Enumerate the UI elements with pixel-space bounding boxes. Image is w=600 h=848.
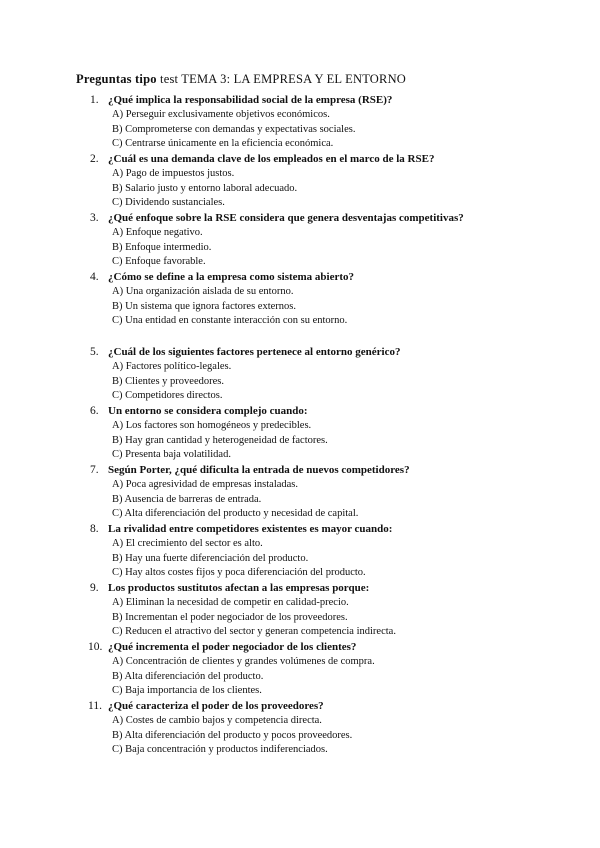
question-text: ¿Qué caracteriza el poder de los proveedores?	[108, 700, 324, 712]
option-b: B) Ausencia de barreras de entrada.	[112, 493, 262, 505]
option-b: B) Enfoque intermedio.	[112, 241, 212, 253]
option-c: C) Reducen el atractivo del sector y generan competencia indirecta.	[112, 626, 396, 638]
question-number: 9.	[90, 582, 99, 594]
question-6	[0, 404, 600, 463]
question-10	[0, 640, 600, 699]
option-b: B) Un sistema que ignora factores externos.	[112, 300, 296, 312]
question-number: 2.	[90, 153, 99, 165]
option-c: C) Dividendo sustanciales.	[112, 197, 225, 209]
option-a: A) Los factores son homogéneos y predecibles.	[112, 420, 312, 431]
question-3	[0, 211, 600, 270]
option-b: B) Incrementan el poder negociador de los proveedores.	[112, 611, 348, 623]
question-number: 6.	[90, 405, 99, 417]
option-a: A) Poca agresividad de empresas instaladas.	[112, 479, 299, 490]
question-number: 4.	[90, 271, 99, 283]
option-c: C) Competidores directos.	[112, 390, 223, 402]
option-b: B) Hay una fuerte diferenciación del producto.	[112, 552, 309, 564]
question-text: ¿Qué implica la responsabilidad social de la empresa (RSE)?	[108, 94, 393, 106]
question-2	[0, 152, 600, 211]
question-text: Los productos sustitutos afectan a las empresas porque:	[108, 582, 370, 594]
question-number: 8.	[90, 523, 99, 535]
question-text: ¿Cuál es una demanda clave de los empleados en el marco de la RSE?	[108, 153, 435, 165]
option-a: A) Una organización aislada de su entorno.	[112, 286, 294, 297]
option-b: B) Salario justo y entorno laboral adecuado.	[112, 182, 298, 194]
question-text: La rivalidad entre competidores existentes es mayor cuando:	[108, 523, 393, 535]
option-b: B) Clientes y proveedores.	[112, 375, 224, 387]
question-number: 3.	[90, 212, 99, 224]
option-c: C) Enfoque favorable.	[112, 256, 206, 268]
question-11	[0, 699, 600, 758]
option-b: B) Hay gran cantidad y heterogeneidad de factores.	[112, 434, 328, 446]
option-a: A) Perseguir exclusivamente objetivos económicos.	[112, 109, 330, 120]
question-text: ¿Cómo se define a la empresa como sistema abierto?	[108, 271, 355, 283]
page-title	[76, 72, 406, 87]
title-rest-part: test TEMA 3: LA EMPRESA Y EL ENTORNO	[160, 72, 407, 86]
option-a: A) Concentración de clientes y grandes volúmenes de compra.	[112, 656, 375, 667]
question-text: Según Porter, ¿qué dificulta la entrada de nuevos competidores?	[108, 464, 410, 476]
option-c: C) Alta diferenciación del producto y necesidad de capital.	[112, 508, 359, 520]
option-b: B) Comprometerse con demandas y expectativas sociales.	[112, 123, 356, 135]
question-9	[0, 581, 600, 640]
question-number: 11.	[88, 700, 102, 712]
question-text: Un entorno se considera complejo cuando:	[108, 405, 308, 417]
question-text: ¿Cuál de los siguientes factores pertenece al entorno genérico?	[108, 346, 401, 358]
option-c: C) Una entidad en constante interacción con su entorno.	[112, 315, 348, 327]
option-a: A) Costes de cambio bajos y competencia directa.	[112, 715, 322, 726]
option-c: C) Baja importancia de los clientes.	[112, 685, 262, 697]
question-4	[0, 270, 600, 329]
option-a: A) Enfoque negativo.	[112, 227, 203, 238]
title-bold-part: Preguntas tipo	[76, 72, 157, 86]
question-1	[0, 93, 600, 152]
question-number: 7.	[90, 464, 99, 476]
option-b: B) Alta diferenciación del producto.	[112, 670, 264, 682]
option-a: A) Factores político-legales.	[112, 361, 232, 372]
question-number: 1.	[90, 94, 99, 106]
question-number: 10.	[88, 641, 103, 653]
question-text: ¿Qué incrementa el poder negociador de los clientes?	[108, 641, 357, 653]
question-8	[0, 522, 600, 581]
option-a: A) Eliminan la necesidad de competir en calidad-precio.	[112, 597, 349, 608]
option-a: A) Pago de impuestos justos.	[112, 168, 235, 179]
question-5	[0, 345, 600, 404]
option-b: B) Alta diferenciación del producto y pocos proveedores.	[112, 729, 353, 741]
question-number: 5.	[90, 346, 99, 358]
question-text: ¿Qué enfoque sobre la RSE considera que genera desventajas competitivas?	[108, 212, 464, 224]
option-c: C) Hay altos costes fijos y poca diferenciación del producto.	[112, 567, 366, 579]
question-7	[0, 463, 600, 522]
option-a: A) El crecimiento del sector es alto.	[112, 538, 263, 549]
option-c: C) Presenta baja volatilidad.	[112, 449, 231, 461]
option-c: C) Baja concentración y productos indiferenciados.	[112, 744, 328, 756]
option-c: C) Centrarse únicamente en la eficiencia económica.	[112, 138, 334, 150]
